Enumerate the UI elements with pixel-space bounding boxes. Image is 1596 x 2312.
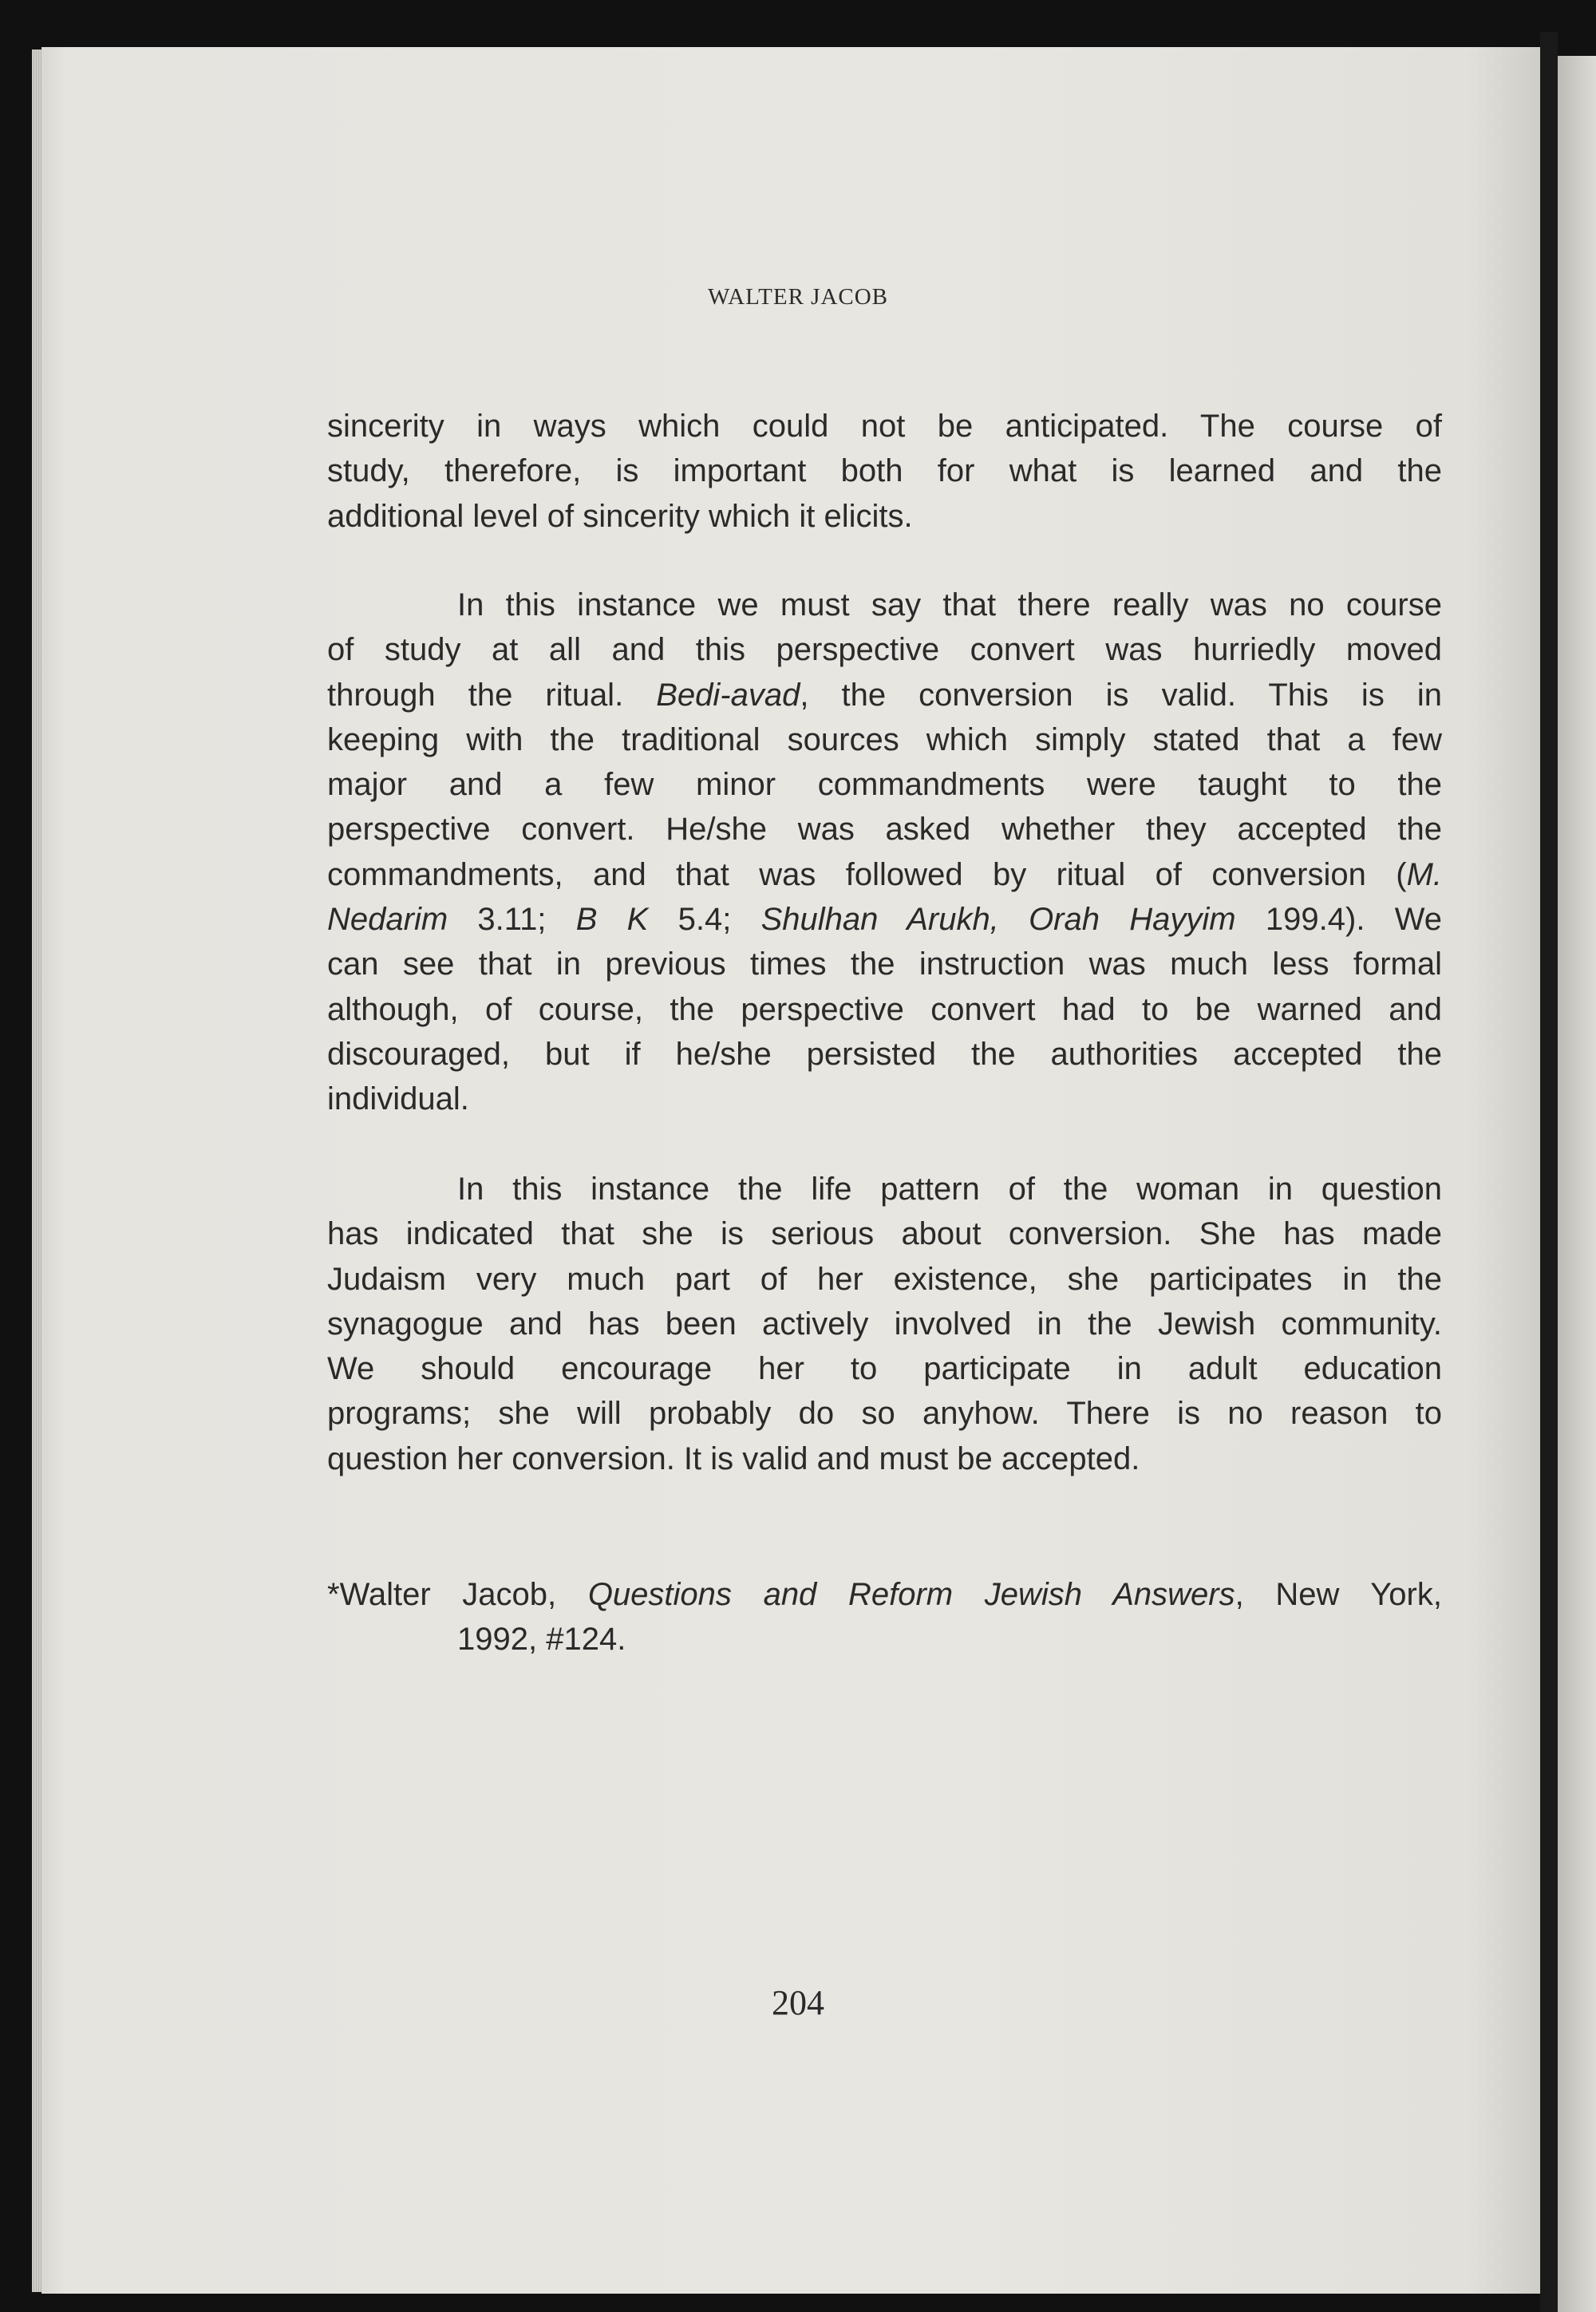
text-segment: keeping with the traditional sources which simply stated that a few [327,721,1442,757]
text-line [327,627,1442,672]
paragraph-2 [327,583,1442,1122]
italic-text: B K [575,902,649,938]
italic-text: Nedarim [327,902,448,938]
text-segment: 5.4; [648,902,761,938]
text-line [327,1572,1442,1617]
text-line [327,897,1442,942]
text-line [327,942,1442,986]
italic-text: M. [1406,856,1442,892]
text-line [327,494,1442,539]
text-segment: We should encourage her to participate in adult education [327,1351,1442,1387]
text-line [327,717,1442,762]
facing-page-edge [1558,56,1596,2312]
text-line [327,987,1442,1032]
text-segment: individual. [327,1081,469,1117]
text-segment: question her conversion. It is valid and must be accepted. [327,1441,1140,1476]
book-gutter [1540,32,1558,2312]
text-line [327,852,1442,897]
text-line [327,1617,1442,1662]
text-segment: sincerity in ways which could not be anticipated. The course of [327,409,1442,444]
italic-text: Questions and Reform Jewish Answers [587,1577,1235,1612]
text-line [327,1391,1442,1436]
footnote [327,1572,1442,1662]
text-segment: of study at all and this perspective convert was hurriedly moved [327,632,1442,668]
text-line [327,1032,1442,1077]
running-head: WALTER JACOB [707,284,889,310]
text-segment: 1992, #124. [457,1622,626,1658]
text-segment: , the conversion is valid. This is in [800,677,1442,713]
text-line [327,1302,1442,1346]
text-segment: programs; she will probably do so anyhow. There is no reason to [327,1396,1442,1432]
text-segment: *Walter Jacob, [327,1577,588,1612]
text-segment: perspective convert. He/she was asked whether they accepted the [327,812,1442,848]
text-segment: In this instance we must say that there really was no course [457,587,1442,622]
text-line [327,762,1442,807]
paragraph-1 [327,404,1442,539]
page-number: 204 [772,1983,824,2022]
text-line [327,449,1442,493]
text-line [327,583,1442,627]
text-line [327,1077,1442,1121]
text-segment: has indicated that she is serious about conversion. She has made [327,1216,1442,1252]
text-segment: discouraged, but if he/she persisted the authorities accepted the [327,1036,1442,1072]
text-segment: 3.11; [448,902,576,938]
text-segment: synagogue and has been actively involved in the Jewish community. [327,1306,1442,1342]
text-segment: can see that in previous times the instruction was much less formal [327,947,1442,982]
text-line [327,404,1442,449]
text-segment: commandments, and that was followed by ritual of conversion ( [327,856,1407,892]
text-segment: Judaism very much part of her existence, she participates in the [327,1261,1442,1297]
text-segment: 199.4). We [1235,902,1442,938]
text-segment: major and a few minor commandments were taught to the [327,767,1442,803]
text-segment: , New York, [1235,1577,1442,1612]
text-segment: In this instance the life pattern of the woman in question [457,1172,1442,1207]
text-line [327,1346,1442,1391]
italic-text: Bedi-avad [656,677,800,713]
text-segment: although, of course, the perspective convert had to be warned and [327,991,1442,1027]
text-line [327,807,1442,852]
text-line [327,673,1442,717]
text-line [327,1167,1442,1211]
italic-text: Shulhan Arukh, Orah Hayyim [760,902,1236,938]
text-line [327,1211,1442,1256]
text-segment: study, therefore, is important both for what is learned and the [327,453,1442,489]
paragraph-3 [327,1167,1442,1481]
text-line [327,1437,1442,1481]
text-segment: through the ritual. [327,677,657,713]
text-line [327,1257,1442,1302]
text-segment: additional level of sincerity which it elicits. [327,498,913,534]
